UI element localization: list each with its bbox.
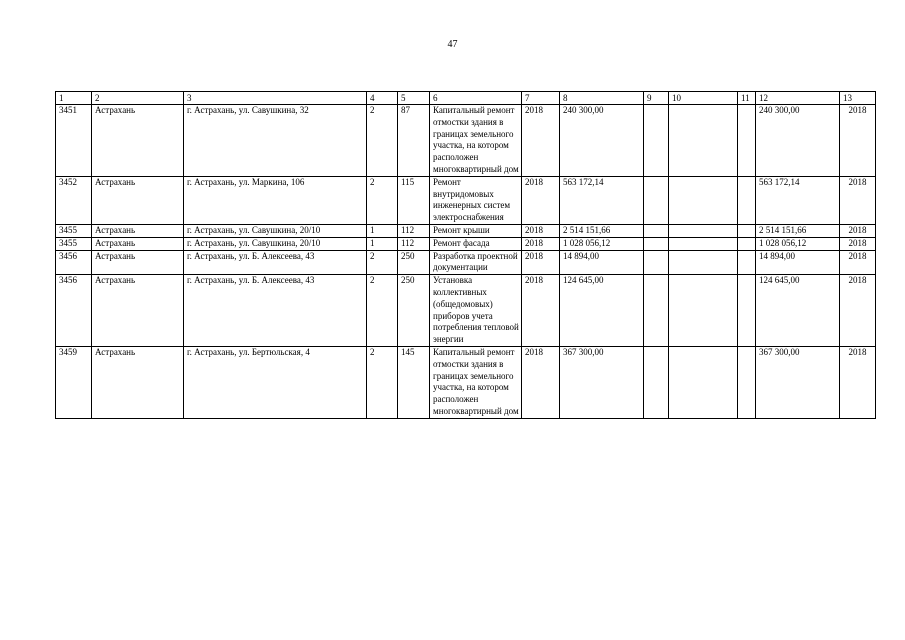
cell-address: г. Астрахань, ул. Савушкина, 20/10: [184, 237, 367, 250]
cell-record-id: 3455: [56, 224, 92, 237]
column-header: 10: [669, 92, 738, 105]
cell-floors: 2: [367, 275, 398, 347]
header-row: [56, 92, 876, 105]
cell-work-type: Разработка проектной документации: [430, 250, 522, 275]
column-header: 13: [840, 92, 876, 105]
cell-year: 2018: [522, 237, 560, 250]
column-header: 9: [644, 92, 669, 105]
cell-regional-funds: [669, 250, 738, 275]
cell-record-id: 3455: [56, 237, 92, 250]
column-header: 3: [184, 92, 367, 105]
column-header: 8: [560, 92, 644, 105]
cell-year: 2018: [522, 105, 560, 177]
cell-address: г. Астрахань, ул. Бертюльская, 4: [184, 346, 367, 418]
cell-total-cost: 2 514 151,66: [560, 224, 644, 237]
cell-floors: 2: [367, 250, 398, 275]
cell-federal-funds: [644, 250, 669, 275]
cell-year: 2018: [522, 275, 560, 347]
cell-apartments: 250: [398, 275, 430, 347]
cell-local-funds: [738, 224, 756, 237]
cell-locality: Астрахань: [92, 224, 184, 237]
cell-address: г. Астрахань, ул. Маркина, 106: [184, 176, 367, 224]
cell-regional-funds: [669, 105, 738, 177]
cell-total-cost: 563 172,14: [560, 176, 644, 224]
cell-total-cost: 367 300,00: [560, 346, 644, 418]
cell-apartments: 87: [398, 105, 430, 177]
cell-apartments: 112: [398, 237, 430, 250]
cell-work-type: Установка коллективных (общедомовых) приборов учета потребления тепловой энергии: [430, 275, 522, 347]
cell-locality: Астрахань: [92, 237, 184, 250]
cell-locality: Астрахань: [92, 176, 184, 224]
cell-address: г. Астрахань, ул. Савушкина, 32: [184, 105, 367, 177]
cell-owner-funds: 367 300,00: [756, 346, 840, 418]
cell-owner-funds: 563 172,14: [756, 176, 840, 224]
cell-floors: 1: [367, 237, 398, 250]
cell-record-id: 3452: [56, 176, 92, 224]
cell-owner-funds: 124 645,00: [756, 275, 840, 347]
cell-regional-funds: [669, 224, 738, 237]
cell-owner-funds: 14 894,00: [756, 250, 840, 275]
cell-address: г. Астрахань, ул. Савушкина, 20/10: [184, 224, 367, 237]
column-header: 12: [756, 92, 840, 105]
cell-total-cost: 240 300,00: [560, 105, 644, 177]
cell-year: 2018: [522, 250, 560, 275]
cell-total-cost: 124 645,00: [560, 275, 644, 347]
cell-record-id: 3459: [56, 346, 92, 418]
cell-completion-year: 2018: [840, 237, 876, 250]
table-row: [56, 224, 876, 237]
cell-federal-funds: [644, 346, 669, 418]
cell-locality: Астрахань: [92, 250, 184, 275]
cell-floors: 2: [367, 105, 398, 177]
cell-total-cost: 14 894,00: [560, 250, 644, 275]
cell-year: 2018: [522, 176, 560, 224]
cell-apartments: 112: [398, 224, 430, 237]
cell-apartments: 145: [398, 346, 430, 418]
cell-local-funds: [738, 176, 756, 224]
column-header: 6: [430, 92, 522, 105]
cell-completion-year: 2018: [840, 224, 876, 237]
cell-local-funds: [738, 346, 756, 418]
column-header: 11: [738, 92, 756, 105]
register-table: [55, 91, 876, 419]
cell-completion-year: 2018: [840, 105, 876, 177]
cell-work-type: Ремонт крыши: [430, 224, 522, 237]
table-row: [56, 237, 876, 250]
cell-apartments: 115: [398, 176, 430, 224]
column-header: 4: [367, 92, 398, 105]
cell-record-id: 3456: [56, 250, 92, 275]
cell-address: г. Астрахань, ул. Б. Алексеева, 43: [184, 275, 367, 347]
table-row: [56, 105, 876, 177]
cell-federal-funds: [644, 237, 669, 250]
cell-year: 2018: [522, 346, 560, 418]
column-header: 5: [398, 92, 430, 105]
cell-regional-funds: [669, 346, 738, 418]
cell-record-id: 3456: [56, 275, 92, 347]
cell-work-type: Капитальный ремонт отмостки здания в границах земельного участка, на котором расположен многоквартирный дом: [430, 346, 522, 418]
cell-owner-funds: 240 300,00: [756, 105, 840, 177]
column-header: 1: [56, 92, 92, 105]
cell-locality: Астрахань: [92, 346, 184, 418]
cell-floors: 2: [367, 176, 398, 224]
cell-federal-funds: [644, 224, 669, 237]
page-number: 47: [447, 39, 458, 50]
table-row: [56, 275, 876, 347]
cell-local-funds: [738, 275, 756, 347]
cell-local-funds: [738, 237, 756, 250]
cell-federal-funds: [644, 176, 669, 224]
cell-total-cost: 1 028 056,12: [560, 237, 644, 250]
cell-federal-funds: [644, 275, 669, 347]
cell-completion-year: 2018: [840, 250, 876, 275]
cell-owner-funds: 1 028 056,12: [756, 237, 840, 250]
cell-address: г. Астрахань, ул. Б. Алексеева, 43: [184, 250, 367, 275]
cell-completion-year: 2018: [840, 346, 876, 418]
cell-apartments: 250: [398, 250, 430, 275]
cell-local-funds: [738, 250, 756, 275]
cell-regional-funds: [669, 237, 738, 250]
cell-record-id: 3451: [56, 105, 92, 177]
cell-work-type: Ремонт фасада: [430, 237, 522, 250]
table-row: [56, 346, 876, 418]
cell-completion-year: 2018: [840, 275, 876, 347]
cell-work-type: Ремонт внутридомовых инженерных систем электроснабжения: [430, 176, 522, 224]
column-header: 2: [92, 92, 184, 105]
cell-completion-year: 2018: [840, 176, 876, 224]
column-header: 7: [522, 92, 560, 105]
cell-regional-funds: [669, 275, 738, 347]
cell-locality: Астрахань: [92, 105, 184, 177]
table-row: [56, 176, 876, 224]
cell-federal-funds: [644, 105, 669, 177]
table-row: [56, 250, 876, 275]
cell-floors: 1: [367, 224, 398, 237]
cell-work-type: Капитальный ремонт отмостки здания в границах земельного участка, на котором расположен многоквартирный дом: [430, 105, 522, 177]
cell-year: 2018: [522, 224, 560, 237]
cell-owner-funds: 2 514 151,66: [756, 224, 840, 237]
cell-floors: 2: [367, 346, 398, 418]
cell-locality: Астрахань: [92, 275, 184, 347]
cell-local-funds: [738, 105, 756, 177]
cell-regional-funds: [669, 176, 738, 224]
